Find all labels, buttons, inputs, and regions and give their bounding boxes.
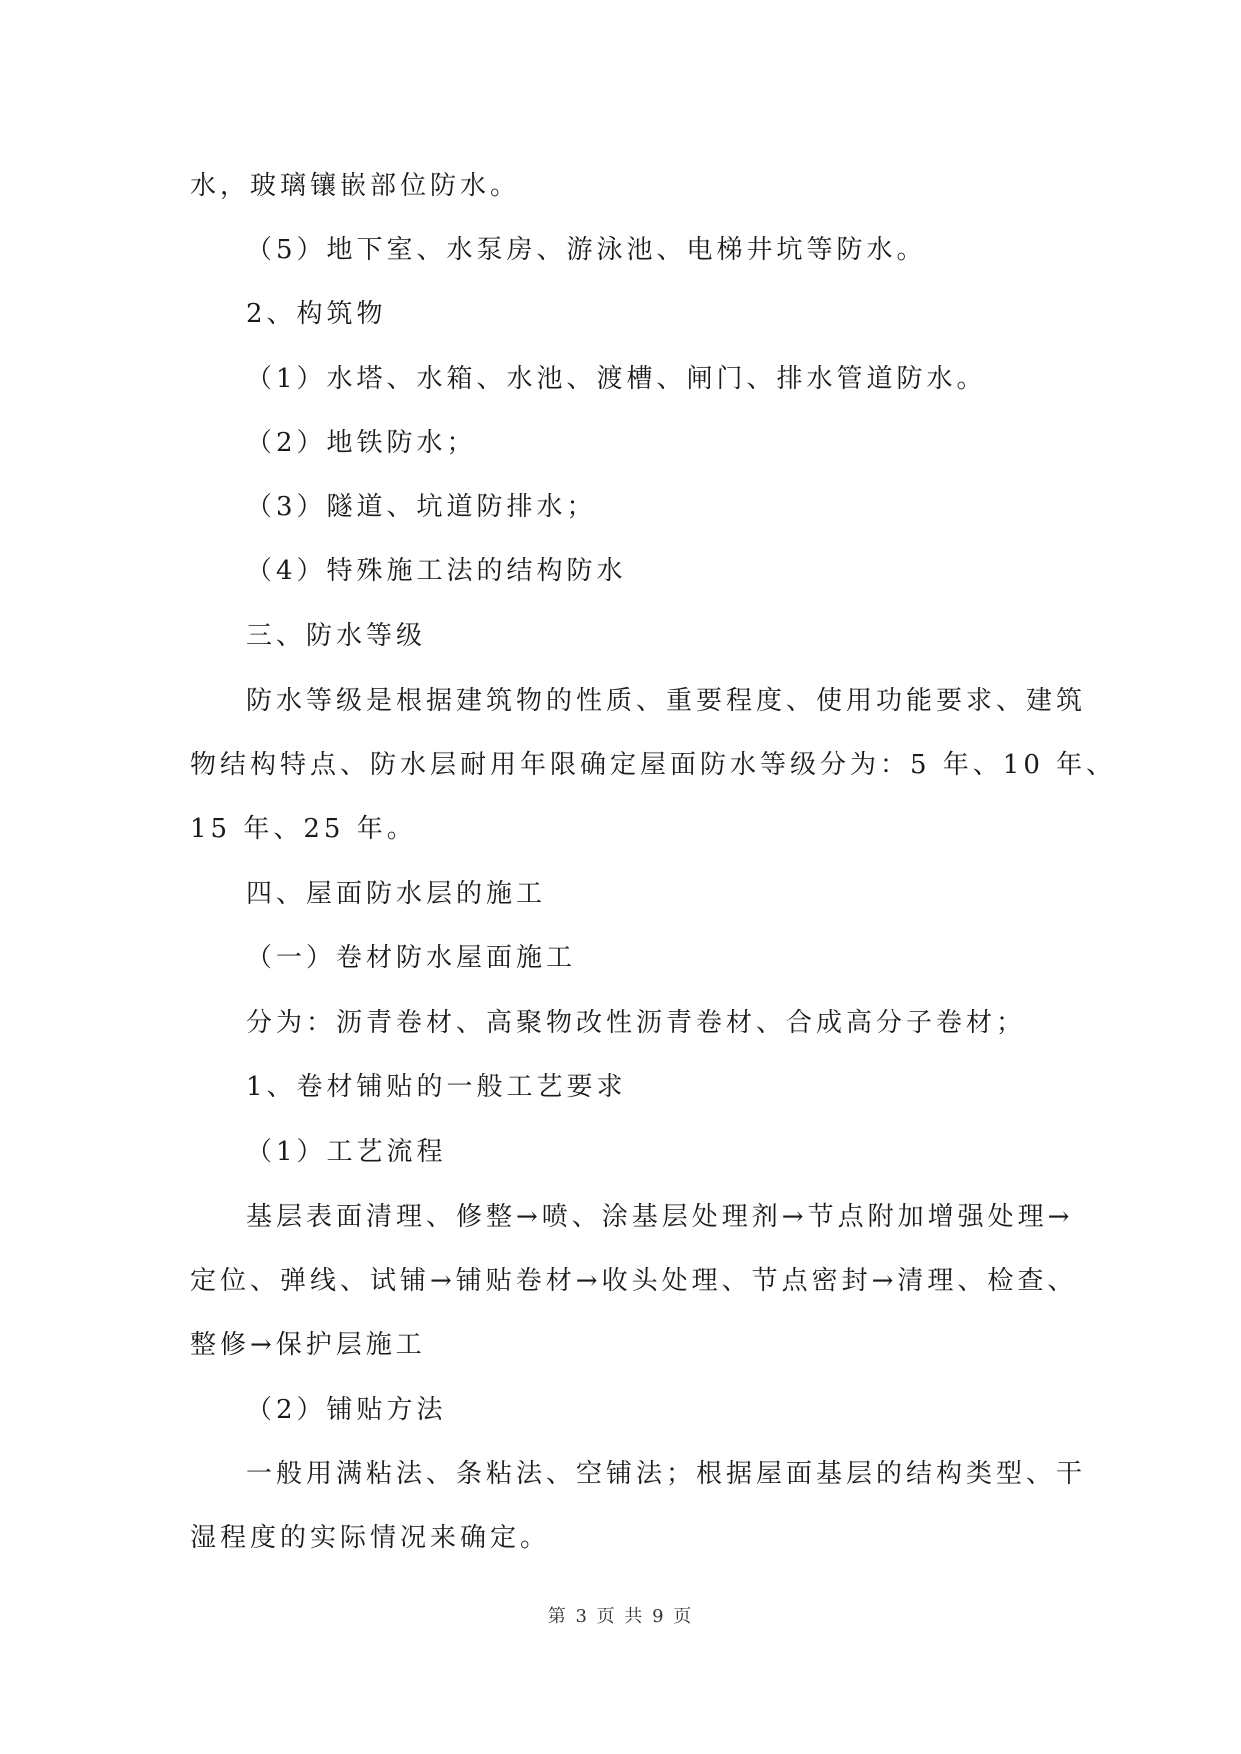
subsection-heading: （一）卷材防水屋面施工 — [246, 943, 577, 973]
text-line: 一般用满粘法、条粘法、空铺法；根据屋面基层的结构类型、干 — [246, 1459, 1087, 1489]
text-line: （1）水塔、水箱、水池、渡槽、闸门、排水管道防水。 — [246, 364, 987, 394]
text-line: （4）特殊施工法的结构防水 — [246, 556, 627, 586]
text-line: 15 年、25 年。 — [190, 814, 417, 844]
text-line: 分为：沥青卷材、高聚物改性沥青卷材、合成高分子卷材； — [246, 1008, 1027, 1038]
section-heading: 三、防水等级 — [246, 621, 427, 651]
subsection-heading: （2）铺贴方法 — [246, 1395, 447, 1425]
section-heading: 2、构筑物 — [246, 299, 387, 329]
text-line: 物结构特点、防水层耐用年限确定屋面防水等级分为：5 年、10 年、 — [190, 750, 1117, 780]
subsection-heading: （1）工艺流程 — [246, 1137, 447, 1167]
text-line: （5）地下室、水泵房、游泳池、电梯井坑等防水。 — [246, 235, 927, 265]
page-number: 第 3 页 共 9 页 — [547, 1606, 694, 1627]
text-line: （2）地铁防水； — [246, 428, 477, 458]
text-line: 水，玻璃镶嵌部位防水。 — [190, 171, 521, 201]
text-line: 定位、弹线、试铺→铺贴卷材→收头处理、节点密封→清理、检查、 — [190, 1266, 1078, 1296]
text-line: （3）隧道、坑道防排水； — [246, 492, 597, 522]
text-line: 防水等级是根据建筑物的性质、重要程度、使用功能要求、建筑 — [246, 686, 1087, 716]
text-line: 湿程度的实际情况来确定。 — [190, 1523, 551, 1553]
text-line: 基层表面清理、修整→喷、涂基层处理剂→节点附加增强处理→ — [246, 1202, 1074, 1232]
section-heading: 四、屋面防水层的施工 — [246, 879, 547, 909]
text-line: 整修→保护层施工 — [190, 1330, 426, 1360]
subsection-heading: 1、卷材铺贴的一般工艺要求 — [246, 1072, 627, 1102]
